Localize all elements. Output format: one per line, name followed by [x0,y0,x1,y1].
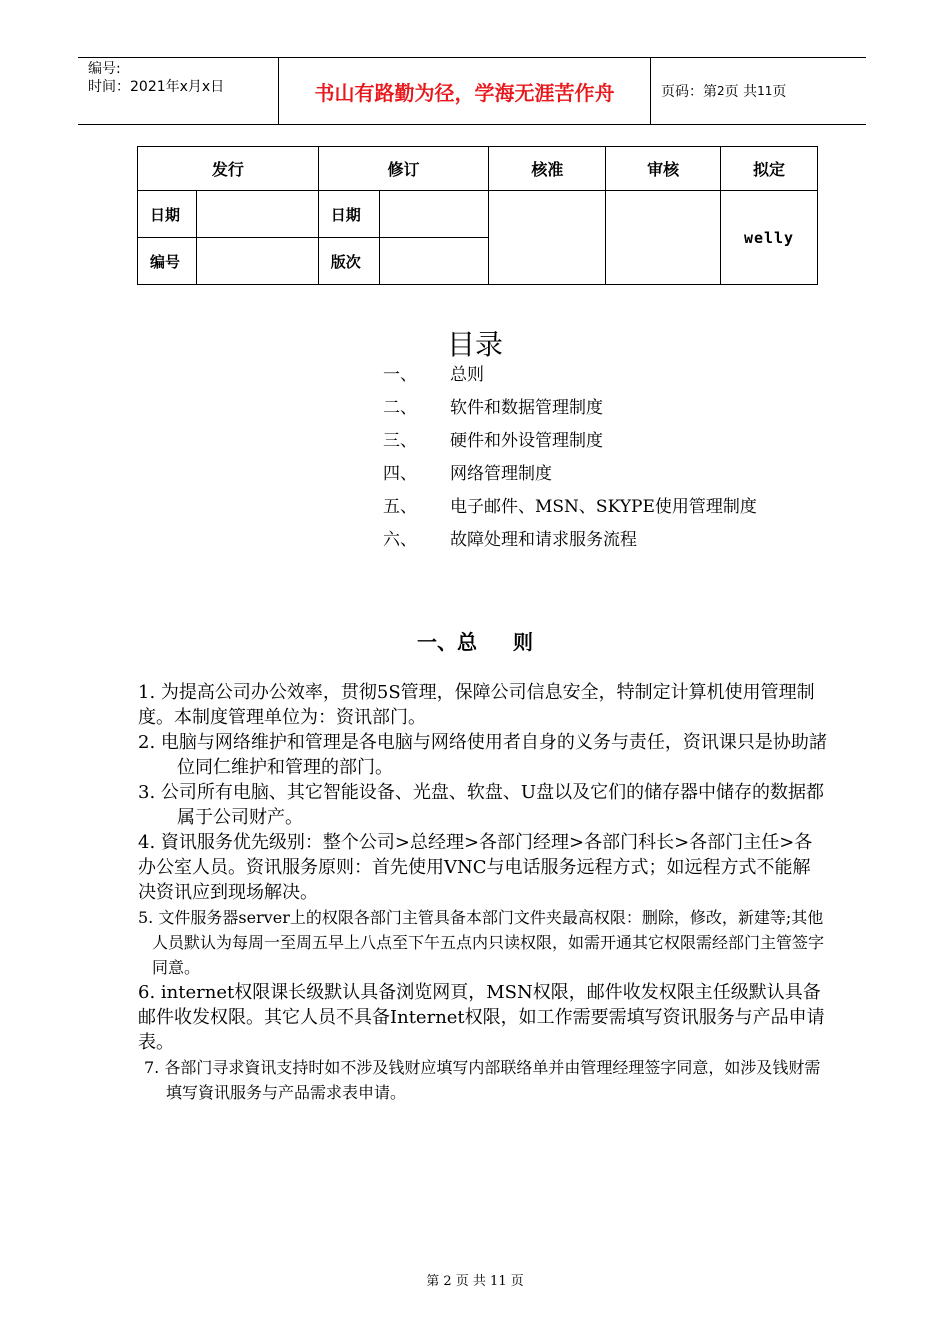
section-title-part-b: 则 [513,630,533,654]
toc-item-number: 二、 [383,398,417,418]
page-header [78,57,866,125]
page-mid: 页 共 [724,84,758,100]
toc-item-text: 硬件和外设管理制度 [450,431,603,451]
toc-item-number: 三、 [383,431,417,451]
paragraph-4: 4. 資讯服务优先级别：整个公司>总经理>各部门经理>各部门科长>各部门主任>各办公室人员。资讯服务原则：首先使用VNC与电话服务远程方式；如远程方式不能解决资讯应到现场解决。 [138,832,813,903]
date-value [196,191,318,238]
header-motto: 书山有路勤为径，学海无涯苦作舟 [279,58,651,124]
toc-title: 目录 [446,328,503,361]
approve-cell [489,191,606,285]
version-value [379,238,489,285]
toc-item-number: 五、 [383,497,417,517]
header-page-info [651,58,866,124]
header-left-cell [78,58,279,124]
page-end: 页 [772,84,787,100]
code-value [196,238,318,285]
header-review: 审核 [606,147,721,191]
toc-item-text: 电子邮件、MSN、SKYPE使用管理制度 [450,497,757,517]
paragraph-6: 6. internet权限课长级默认具备浏览网頁，MSN权限，邮件收发权限主任级默认具备邮件收发权限。其它人员不具备Internet权限，如工作需要需填写资讯服务与产品申请表。 [138,982,825,1053]
page-label: 页码：第 [661,84,717,100]
revise-date-value [379,191,489,238]
toc-item [383,389,757,422]
toc-item-number: 六、 [383,530,417,550]
page-footer: 第 2 页 共 11 页 [426,1274,524,1289]
date-label: 日期 [138,191,197,238]
toc-list [383,356,757,554]
drafter-cell: welly [721,191,818,285]
header-revise: 修订 [318,147,489,191]
version-label: 版次 [318,238,379,285]
approval-row-date [138,191,818,238]
toc-item-text: 故障处理和请求服务流程 [450,530,637,550]
page-number: 2 [717,84,725,98]
header-draft: 拟定 [721,147,818,191]
toc-item [383,455,757,488]
code-label: 编号: [88,61,121,77]
paragraph-3: 3. 公司所有电脑、其它智能设备、光盘、软盘、U盘以及它们的储存器中储存的数据都属于公司财产。 [138,782,825,828]
header-issue: 发行 [138,147,319,191]
header-approve: 核准 [489,147,606,191]
paragraph-2: 2. 电脑与网络维护和管理是各电脑与网络使用者自身的义务与责任，资讯课只是协助諸位同仁维护和管理的部门。 [138,732,827,778]
toc-item-number: 四、 [383,464,417,484]
time-text: 时间：2021年x月x日 [88,79,225,95]
review-cell [606,191,721,285]
approval-header-row [138,147,818,191]
toc-item-text: 软件和数据管理制度 [450,398,603,418]
toc-item-text: 总则 [450,365,484,385]
approval-table [137,146,818,285]
page-total: 11 [757,84,773,98]
toc-item-number: 一、 [383,365,417,385]
code-cell-label: 编号 [138,238,197,285]
paragraph-1: 1. 为提高公司办公效率，贯彻5S管理，保障公司信息安全，特制定计算机使用管理制度。本制度管理单位为：资讯部门。 [138,682,815,728]
policy-body [138,680,828,1105]
revise-date-label: 日期 [318,191,379,238]
paragraph-5: 5. 文件服务器server上的权限各部门主管具备本部门文件夹最高权限：删除，修改，新建等;其他人员默认为每周一至周五早上八点至下午五点内只读权限，如需开通其它权限需经部门主管签字同意。 [138,908,825,977]
section-title-part-a: 一、总 [417,630,477,654]
toc-item [383,356,757,389]
toc-item [383,521,757,554]
toc-item [383,488,757,521]
toc-item [383,422,757,455]
toc-item-text: 网络管理制度 [450,464,552,484]
section-title [0,626,950,655]
paragraph-7: 7. 各部门寻求資讯支持时如不涉及钱财应填写内部联络单并由管理经理签字同意，如涉及钱财需填写資讯服务与产品需求表申请。 [144,1058,821,1102]
